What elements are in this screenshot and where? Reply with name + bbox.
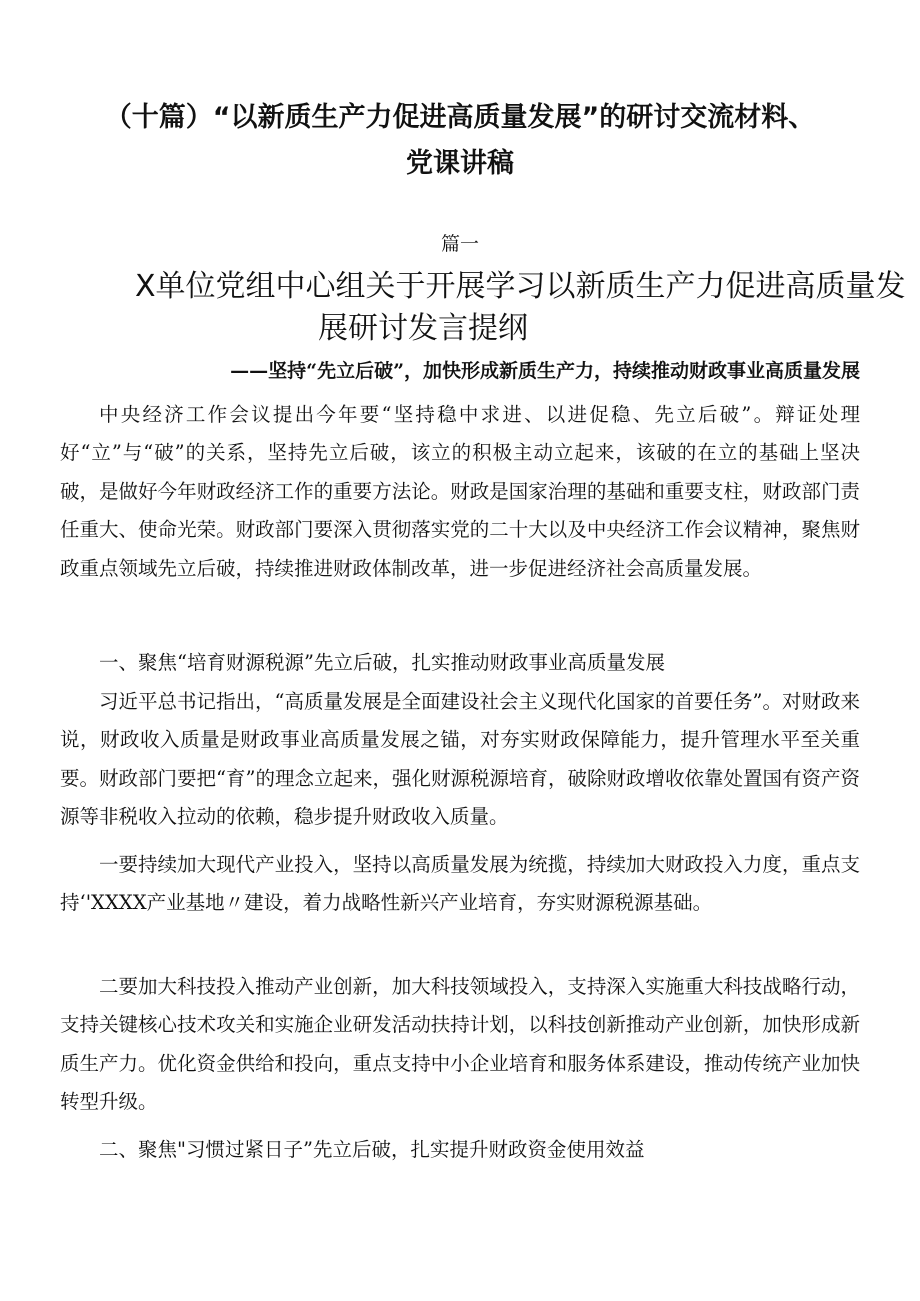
- document-title-line-1: （十篇）“以新质生产力促进高质量发展”的研讨交流材料、: [104, 102, 816, 133]
- paragraph-point-1: 一要持续加大现代产业投入，坚持以高质量发展为统揽，持续加大财政投入力度，重点支持‘'XXXX产业基地〃建设，着力战略性新兴产业培育，夯实财源税源基础。: [60, 853, 860, 915]
- paragraph-intro: 中央经济工作会议提出今年要“坚持稳中求进、以进促稳、先立后破”。辩证处理好“立”与“破”的关系，坚持先立后破，该立的积极主动立起来，该破的在立的基础上坚决破，是做好今年财政经济工作的重要方法论。财政是国家治理的基础和重要支柱，财政部门责任重大、使命光荣。财政部门要深入贯彻落实党的二十大以及中央经济工作会议精神，聚焦财政重点领域先立后破，持续推进财政体制改革，进一步促进经济社会高质量发展。: [60, 403, 860, 580]
- section-heading-2: 二、聚焦"习惯过紧日子”先立后破，扎实提升财政资金使用效益: [99, 1138, 645, 1161]
- paragraph-point-2: 二要加大科技投入推动产业创新，加大科技领域投入，支持深入实施重大科技战略行动，支持关键核心技术攻关和实施企业研发活动扶持计划，以科技创新推动产业创新，加快形成新质生产力。优化资金供给和投向，重点支持中小企业培育和服务体系建设，推动传统产业加快转型升级。: [60, 975, 860, 1114]
- document-title-line-2: 党课讲稿: [406, 148, 514, 179]
- section-heading-1: 一、聚焦“培育财源税源”先立后破，扎实推动财政事业高质量发展: [99, 651, 665, 674]
- section-label: 篇一: [440, 233, 479, 255]
- article-subheading: ——坚持“先立后破”，加快形成新质生产力，持续推动财政事业高质量发展: [230, 360, 860, 382]
- article-title: [135, 266, 906, 308]
- article-title-line-2: 展研讨发言提纲: [318, 311, 528, 346]
- paragraph-quote: 习近平总书记指出，“高质量发展是全面建设社会主义现代化国家的首要任务”。对财政来说，财政收入质量是财政事业高质量发展之锚，对夯实财政保障能力，提升管理水平至关重要。财政部门要把“育”的理念立起来，强化财源税源培育，破除财政增收依靠处置国有资产资源等非税收入拉动的依赖，稳步提升财政收入质量。: [60, 690, 860, 829]
- article-title-line-1: X单位党组中心组关于开展学习以新质生产力促进高质量发: [135, 269, 906, 304]
- article-title-cont: [318, 308, 718, 350]
